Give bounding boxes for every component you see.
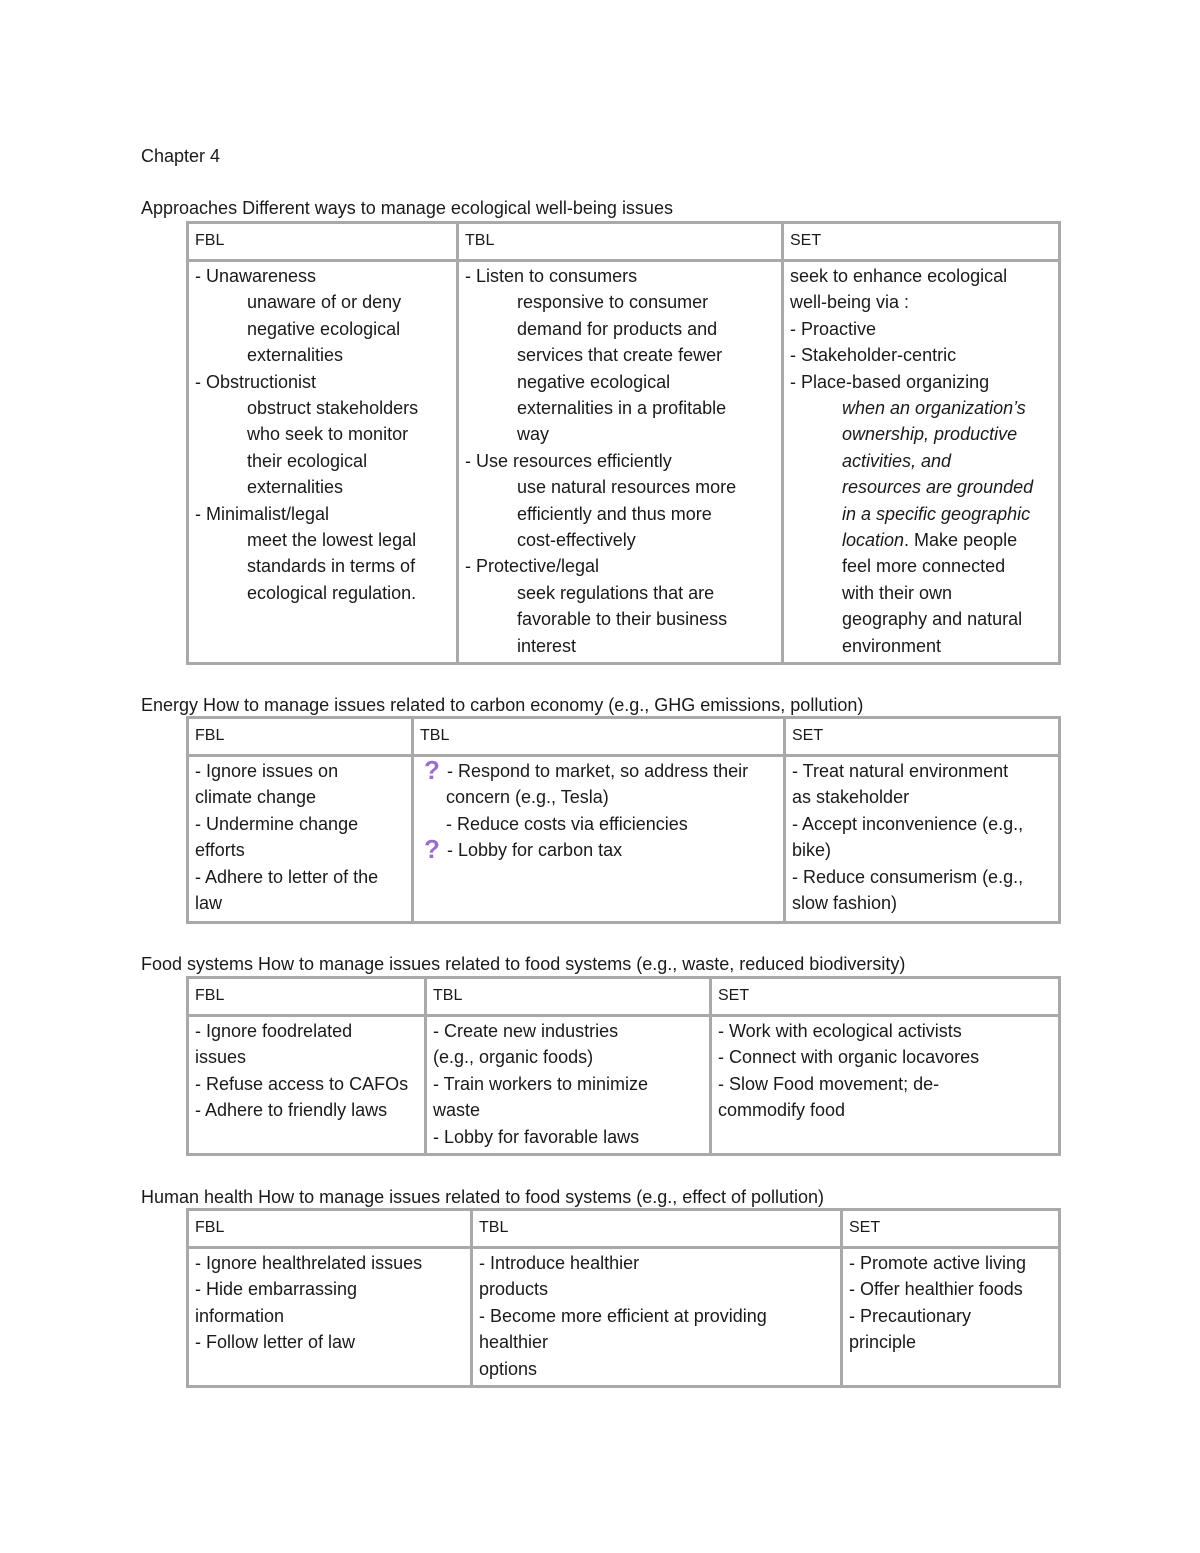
list-item: products — [479, 1279, 549, 1300]
list-item: environment — [842, 635, 942, 656]
energy-heading: Energy How to manage issues related to carbon economy (e.g., GHG emissions, pollution) — [141, 695, 864, 715]
header-fbl: FBL — [188, 718, 413, 756]
list-item: use natural resources more — [517, 477, 737, 498]
list-item: information — [195, 1305, 285, 1326]
list-item: - Refuse access to CAFOs — [195, 1073, 409, 1094]
list-item: well-being via : — [790, 292, 910, 313]
set-cell — [842, 1248, 1060, 1387]
list-item: - Promote active living — [849, 1253, 1027, 1273]
list-item: - Ignore healthrelated issues — [195, 1253, 423, 1273]
list-item: - Follow letter of law — [195, 1332, 356, 1353]
chapter-title: Chapter 4 — [141, 146, 221, 166]
list-item: - Introduce healthier — [479, 1253, 640, 1273]
header-tbl: TBL — [458, 223, 783, 261]
table-header-row — [188, 718, 1060, 756]
list-item: meet the lowest legal — [247, 530, 417, 551]
list-item: - Hide embarrassing — [195, 1279, 358, 1300]
list-item: issues — [195, 1047, 247, 1068]
list-item: - Accept inconvenience (e.g., — [792, 813, 1024, 834]
definition-line: ownership, productive — [842, 424, 1018, 445]
list-item: responsive to consumer — [517, 292, 709, 313]
list-item: options — [479, 1358, 538, 1379]
table-row — [188, 1016, 1060, 1155]
list-item: concern (e.g., Tesla) — [446, 787, 609, 808]
set-cell — [783, 261, 1060, 664]
list-item: - Listen to consumers — [465, 266, 638, 286]
list-item: - Minimalist/legal — [195, 503, 330, 524]
list-item: - Precautionary — [849, 1305, 972, 1326]
table-header-row — [188, 978, 1060, 1016]
tbl-cell — [413, 756, 785, 923]
fbl-cell — [188, 1016, 426, 1155]
list-item: - Create new industries — [433, 1021, 619, 1041]
definition-line — [790, 527, 1052, 553]
list-item: slow fashion) — [792, 893, 898, 914]
list-item: - Stakeholder-centric — [790, 345, 957, 366]
list-item: - Obstructionist — [195, 371, 317, 392]
definition-line: activities, and — [842, 450, 952, 471]
list-item: - Treat natural environment — [792, 761, 1009, 781]
set-cell — [711, 1016, 1060, 1155]
list-item: negative ecological — [517, 371, 671, 392]
list-item: favorable to their business — [517, 609, 728, 630]
list-item: cost-effectively — [517, 530, 636, 551]
list-item: - Offer healthier foods — [849, 1279, 1023, 1300]
list-item: seek to enhance ecological — [790, 266, 1008, 286]
list-item: - Place-based organizing — [790, 371, 990, 392]
list-item: - Ignore issues on — [195, 761, 339, 781]
list-item: climate change — [195, 787, 317, 808]
list-item: obstruct stakeholders — [247, 398, 419, 419]
list-item: negative ecological — [247, 318, 401, 339]
list-item: - Slow Food movement; de- — [718, 1073, 940, 1094]
header-fbl: FBL — [188, 978, 426, 1016]
header-tbl: TBL — [472, 1210, 842, 1248]
list-item: - Reduce costs via efficiencies — [446, 813, 688, 834]
list-item: feel more connected — [842, 556, 1006, 577]
header-tbl: TBL — [426, 978, 711, 1016]
list-item: - Reduce consumerism (e.g., — [792, 866, 1024, 887]
list-item: - Use resources efficiently — [465, 450, 672, 471]
table-row — [188, 1248, 1060, 1387]
header-set: SET — [842, 1210, 1060, 1248]
list-item: - Unawareness — [195, 266, 317, 286]
list-item: externalities — [247, 345, 344, 366]
table-row — [188, 261, 1060, 664]
list-item: externalities — [247, 477, 344, 498]
human-health-heading: Human health How to manage issues related to food systems (e.g., effect of pollution) — [141, 1187, 825, 1207]
header-set: SET — [711, 978, 1060, 1016]
table-row — [188, 756, 1060, 923]
question-mark-icon: ? — [424, 755, 440, 785]
list-item: - Work with ecological activists — [718, 1021, 962, 1041]
definition-line: in a specific geographic — [842, 503, 1031, 524]
human-health-table — [186, 1208, 1061, 1388]
header-set: SET — [785, 718, 1060, 756]
list-item: their ecological — [247, 450, 368, 471]
tbl-cell — [458, 261, 783, 664]
list-item: with their own — [842, 582, 953, 603]
table-header-row — [188, 1210, 1060, 1248]
fbl-cell — [188, 756, 413, 923]
list-item: healthier — [479, 1332, 549, 1353]
list-item: bike) — [792, 840, 832, 861]
list-item-text: - Respond to market, so address their — [442, 761, 749, 781]
tbl-cell — [472, 1248, 842, 1387]
list-item-text: - Lobby for carbon tax — [442, 840, 623, 861]
list-item: - Protective/legal — [465, 556, 600, 577]
list-item: ecological regulation. — [247, 582, 417, 603]
header-tbl: TBL — [413, 718, 785, 756]
food-systems-table — [186, 976, 1061, 1156]
list-item: way — [517, 424, 550, 445]
list-item: - Train workers to minimize — [433, 1073, 649, 1094]
energy-table — [186, 716, 1061, 924]
list-item: law — [195, 893, 223, 914]
list-item: interest — [517, 635, 577, 656]
question-mark-icon: ? — [424, 834, 440, 865]
approaches-heading: Approaches Different ways to manage ecological well-being issues — [141, 198, 673, 218]
set-cell — [785, 756, 1060, 923]
definition-line: resources are grounded — [842, 477, 1034, 498]
list-item: standards in terms of — [247, 556, 416, 577]
list-item: - Become more efficient at providing — [479, 1305, 767, 1326]
table-header-row — [188, 223, 1060, 261]
list-item: externalities in a profitable — [517, 398, 727, 419]
list-item: - Adhere to letter of the — [195, 866, 379, 887]
list-item: - Undermine change — [195, 813, 359, 834]
list-item — [424, 834, 777, 865]
fbl-cell — [188, 1248, 472, 1387]
definition-term: location — [842, 530, 905, 551]
list-item: services that create fewer — [517, 345, 723, 366]
header-set: SET — [783, 223, 1060, 261]
list-item: - Adhere to friendly laws — [195, 1100, 388, 1121]
list-item: seek regulations that are — [517, 582, 715, 603]
list-item: as stakeholder — [792, 787, 910, 808]
list-item: - Ignore foodrelated — [195, 1021, 353, 1041]
list-item: demand for products and — [517, 318, 718, 339]
definition-tail: . Make people — [904, 530, 1018, 551]
fbl-cell — [188, 261, 458, 664]
list-item: (e.g., organic foods) — [433, 1047, 594, 1068]
list-item: commodify food — [718, 1100, 846, 1121]
list-item: geography and natural — [842, 609, 1023, 630]
approaches-table — [186, 221, 1061, 665]
header-fbl: FBL — [188, 1210, 472, 1248]
list-item: - Proactive — [790, 318, 877, 339]
tbl-cell — [426, 1016, 711, 1155]
list-item: who seek to monitor — [247, 424, 409, 445]
food-systems-heading: Food systems How to manage issues related to food systems (e.g., waste, reduced biodiversity) — [141, 954, 906, 974]
list-item: efficiently and thus more — [517, 503, 712, 524]
list-item: efforts — [195, 840, 245, 861]
list-item: principle — [849, 1332, 917, 1353]
header-fbl: FBL — [188, 223, 458, 261]
list-item: unaware of or deny — [247, 292, 402, 313]
list-item: waste — [433, 1100, 481, 1121]
list-item — [424, 755, 777, 785]
definition-line: when an organization’s — [842, 398, 1026, 419]
list-item: - Lobby for favorable laws — [433, 1126, 640, 1147]
list-item: - Connect with organic locavores — [718, 1047, 980, 1068]
